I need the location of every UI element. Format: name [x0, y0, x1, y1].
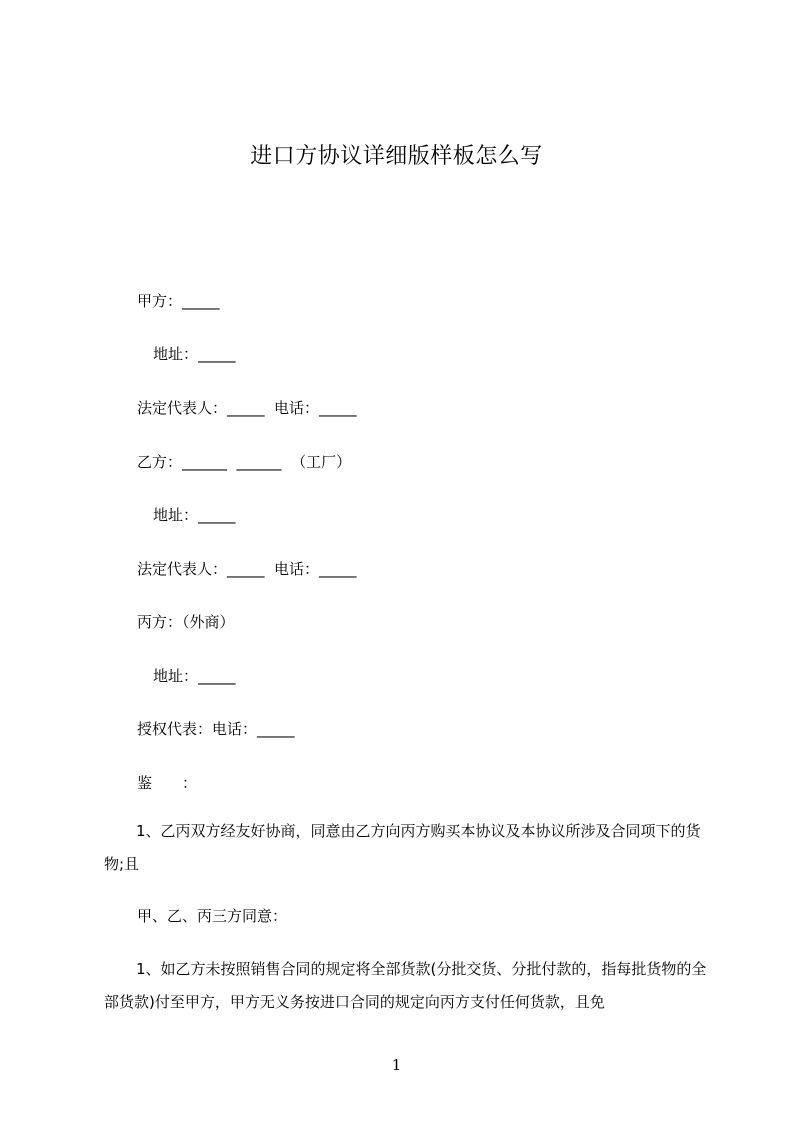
party-b-name: 乙方：______ ______ （工厂）	[137, 453, 352, 471]
party-a-name: 甲方：_____	[137, 292, 220, 310]
recital-paragraph-1: 1、乙丙双方经友好协商，同意由乙方向丙方购买本协议及本协议所涉及合同项下的货物;且	[104, 822, 701, 873]
party-c-address: 地址：_____	[153, 667, 236, 685]
clause-paragraph-1: 1、如乙方未按照销售合同的规定将全部货款(分批交货、分批付款的，指每批货物的全部货款)付至甲方，甲方无义务按进口合同的规定向丙方支付任何货款，且免	[104, 960, 707, 1011]
party-b-address: 地址：_____	[153, 506, 236, 524]
party-a-address: 地址：_____	[153, 345, 236, 363]
party-c-authorized-representative: 授权代表：电话：_____	[137, 720, 295, 738]
page-number: 1	[391, 1056, 402, 1074]
recitals-heading: 鉴 ：	[137, 774, 198, 792]
party-c-name: 丙方：（外商）	[137, 613, 235, 631]
party-b-representative-phone: 法定代表人：_____ 电话：_____	[137, 560, 357, 578]
agreement-heading: 甲、乙、丙三方同意：	[137, 907, 288, 925]
document-title: 进口方协议详细版样板怎么写	[250, 144, 543, 169]
party-a-representative-phone: 法定代表人：_____ 电话：_____	[137, 399, 357, 417]
